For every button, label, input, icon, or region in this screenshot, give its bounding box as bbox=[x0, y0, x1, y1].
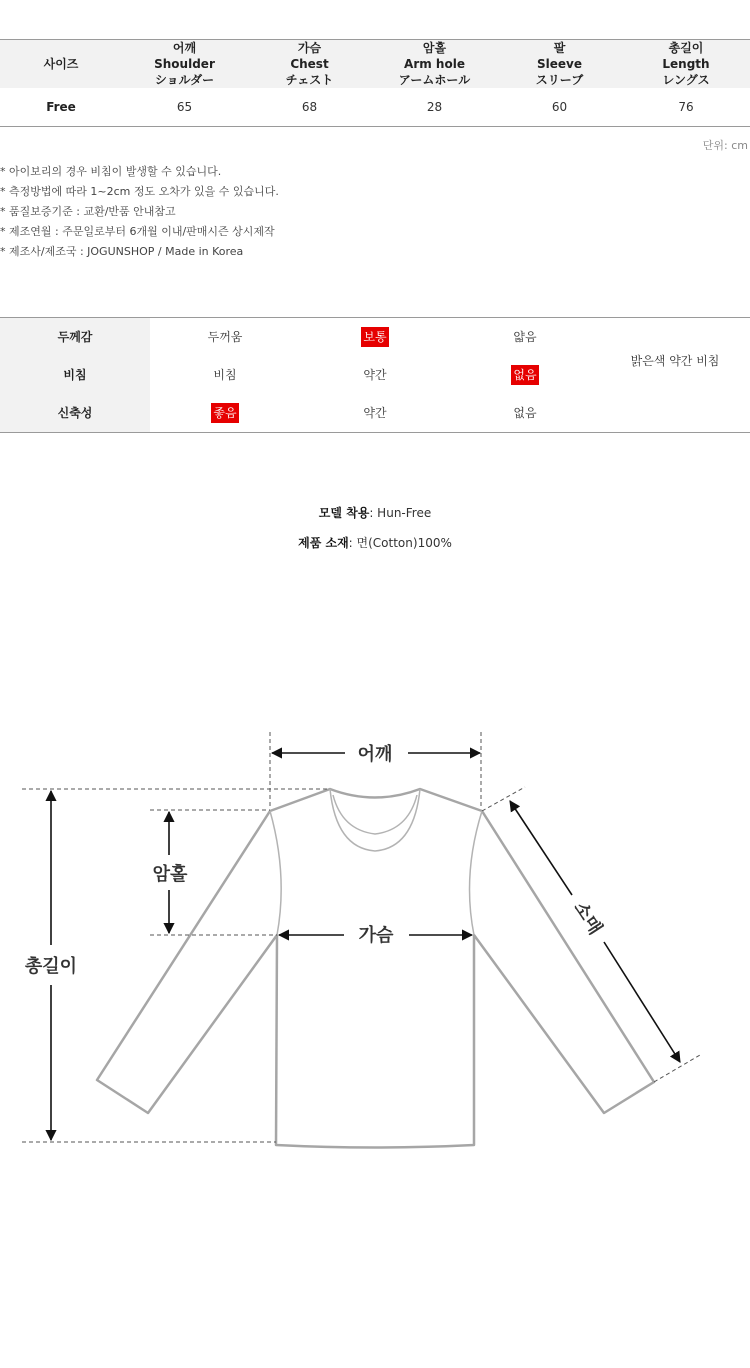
notes-list bbox=[0, 162, 279, 262]
fabric-table bbox=[0, 317, 750, 433]
armhole-label: 암홀 bbox=[152, 864, 188, 885]
material-line bbox=[0, 534, 750, 551]
fabric-row-sheer bbox=[0, 356, 600, 394]
size-table bbox=[0, 39, 750, 127]
header-sleeve: 팔 Sleeve スリーブ bbox=[497, 40, 622, 89]
sleeve-value: 60 bbox=[497, 88, 622, 127]
fabric-row-thickness bbox=[0, 318, 600, 356]
fabric-option-selected: 없음 bbox=[511, 365, 538, 385]
chest-label: 가슴 bbox=[358, 925, 394, 946]
material-label: 제품 소재 bbox=[298, 536, 349, 550]
tshirt-outline bbox=[97, 789, 654, 1148]
fabric-option: 얇음 bbox=[513, 330, 537, 344]
fabric-option: 약간 bbox=[363, 368, 387, 382]
header-armhole: 암홀 Arm hole アームホール bbox=[372, 40, 497, 89]
size-table-header bbox=[0, 40, 750, 89]
shoulder-label: 어깨 bbox=[357, 744, 393, 765]
sleeve-label: 소매 bbox=[569, 897, 606, 939]
table-row bbox=[0, 88, 750, 127]
note-item: * 아이보리의 경우 비침이 발생할 수 있습니다. bbox=[0, 165, 222, 178]
fabric-option-selected: 보통 bbox=[361, 327, 388, 347]
header-shoulder: 어깨 Shoulder ショルダー bbox=[122, 40, 247, 89]
note-item: * 측정방법에 따라 1~2cm 정도 오차가 있을 수 있습니다. bbox=[0, 185, 279, 198]
fabric-option-selected: 좋음 bbox=[211, 403, 238, 423]
size-value: Free bbox=[0, 88, 122, 127]
fabric-option: 비침 bbox=[213, 368, 237, 382]
fabric-option: 없음 bbox=[513, 406, 537, 420]
note-item: * 제조사/제조국 : JOGUNSHOP / Made in Korea bbox=[0, 245, 244, 258]
material-value: : 면(Cotton)100% bbox=[348, 536, 452, 550]
header-chest: 가슴 Chest チェスト bbox=[247, 40, 372, 89]
chest-value: 68 bbox=[247, 88, 372, 127]
measurement-diagram bbox=[0, 720, 750, 1180]
unit-label: 단위: cm bbox=[702, 139, 748, 152]
shoulder-value: 65 bbox=[122, 88, 247, 127]
fabric-label: 비침 bbox=[63, 368, 87, 382]
length-value: 76 bbox=[622, 88, 750, 127]
fabric-label: 두께감 bbox=[57, 330, 93, 344]
fabric-label: 신축성 bbox=[57, 406, 93, 420]
tshirt-seams bbox=[270, 789, 482, 935]
length-label: 총길이 bbox=[24, 956, 78, 977]
model-fit-label: 모델 착용 bbox=[318, 506, 370, 520]
note-item: * 제조연월 : 주문일로부터 6개월 이내/판매시즌 상시제작 bbox=[0, 225, 275, 238]
header-size: 사이즈 bbox=[0, 40, 122, 89]
header-length: 총길이 Length レングス bbox=[622, 40, 750, 89]
model-fit-line bbox=[0, 504, 750, 521]
note-item: * 품질보증기준 : 교환/반품 안내참고 bbox=[0, 205, 176, 218]
fabric-extra-note: 밝은색 약간 비침 bbox=[630, 354, 720, 368]
fabric-row-stretch bbox=[0, 394, 600, 432]
model-fit-value: : Hun-Free bbox=[369, 506, 432, 520]
fabric-option: 약간 bbox=[363, 406, 387, 420]
fabric-option: 두꺼움 bbox=[207, 330, 243, 344]
armhole-value: 28 bbox=[372, 88, 497, 127]
